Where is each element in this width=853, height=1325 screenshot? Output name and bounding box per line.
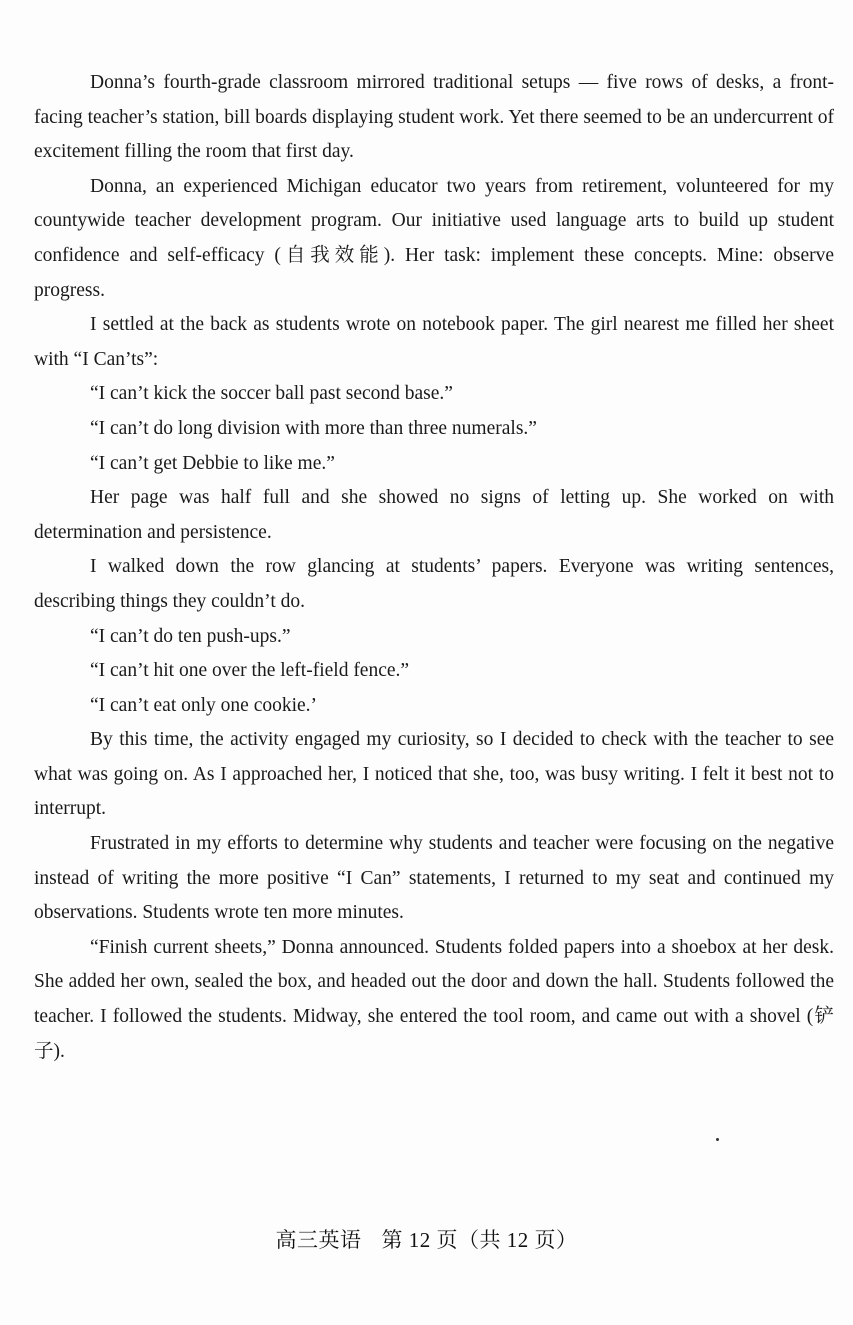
quote-debbie: “I can’t get Debbie to like me.”: [90, 452, 335, 474]
quote-push-ups: “I can’t do ten push-ups.”: [90, 625, 291, 647]
footer-subject: 高三英语: [275, 1228, 362, 1252]
paragraph-6: By this time, the activity engaged my curiosity, so I decided to check with the teacher to see what was going on. As I approached her, I noticed that she, too, was busy writing. I felt it best not to interrupt.: [34, 729, 834, 820]
quote-cookie: “I can’t eat only one cookie.’: [90, 694, 318, 716]
scan-speck: [716, 1138, 719, 1141]
quote-soccer: “I can’t kick the soccer ball past second base.”: [90, 383, 453, 405]
page-footer: [0, 1224, 853, 1254]
paragraph-7: Frustrated in my efforts to determine why students and teacher were focusing on the negative instead of writing the more positive “I Can” statements, I returned to my seat and continued my observations. Students wrote ten more minutes.: [34, 833, 834, 924]
quote-fence: “I can’t hit one over the left-field fence.”: [90, 660, 410, 682]
footer-page-number: 第 12 页（共 12 页）: [381, 1228, 578, 1252]
paragraph-2: Donna, an experienced Michigan educator two years from retirement, volunteered for my countywide teacher development program. Our initiative used language arts to build up student confidence and self-efficacy (自我效能). Her task: implement these concepts. Mine: observe progress.: [34, 175, 834, 301]
paragraph-4: Her page was half full and she showed no signs of letting up. She worked on with determination and persistence.: [34, 487, 834, 543]
passage: [34, 66, 834, 1069]
paragraph-3: I settled at the back as students wrote on notebook paper. The girl nearest me filled her sheet with “I Can’ts”:: [34, 314, 834, 370]
quote-long-division: “I can’t do long division with more than three numerals.”: [90, 417, 537, 439]
paragraph-8: “Finish current sheets,” Donna announced. Students folded papers into a shoebox at her desk. She added her own, sealed the box, and headed out the door and down the hall. Students followed the teacher. I followed the students. Midway, she entered the tool room, and came out with a shovel (铲子).: [34, 936, 834, 1062]
paragraph-5: I walked down the row glancing at students’ papers. Everyone was writing sentences, describing things they couldn’t do.: [34, 556, 834, 612]
paragraph-1: Donna’s fourth-grade classroom mirrored traditional setups — five rows of desks, a front-facing teacher’s station, bill boards displaying student work. Yet there seemed to be an undercurrent of excitement filling the room that first day.: [34, 72, 835, 163]
